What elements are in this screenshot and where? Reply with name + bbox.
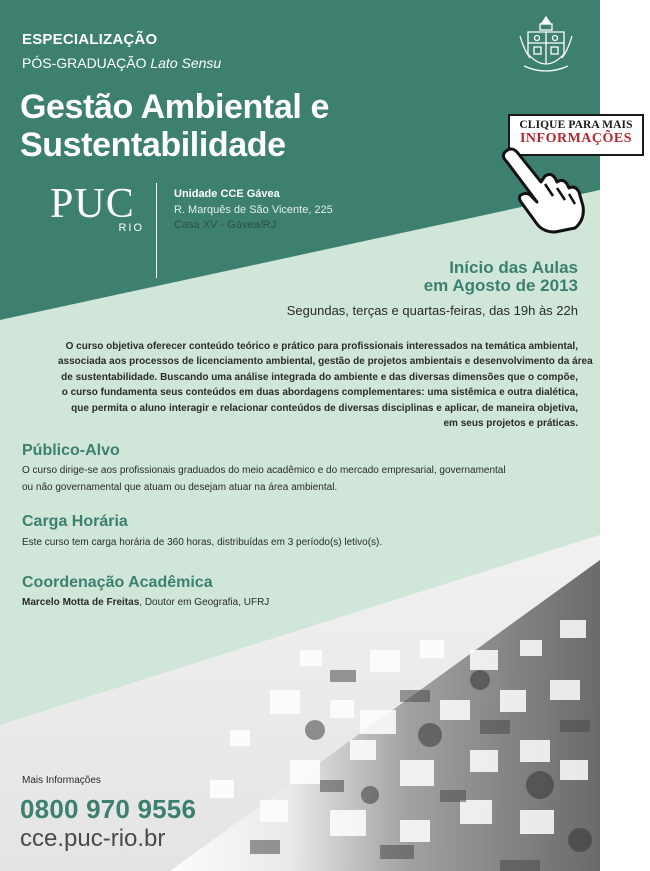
publico-line2: ou não governamental que atuam ou desejam atuar na área ambiental. xyxy=(22,482,338,493)
coordinator-credentials: , Doutor em Geografia, UFRJ xyxy=(139,597,270,608)
program-level-prefix: PÓS-GRADUAÇÃO xyxy=(22,55,147,71)
intro-line: que permita o aluno interagir e relacionar conteúdos de diversas disciplinas e aplicar, de maneira objetiva, xyxy=(71,402,578,414)
unit-address-line1: R. Marquês de São Vicente, 225 xyxy=(174,204,333,216)
course-title-line1: Gestão Ambiental e xyxy=(20,88,329,126)
section-title-coordenacao: Coordenação Acadêmica xyxy=(22,574,213,591)
section-title-publico: Público-Alvo xyxy=(22,442,120,459)
program-level-suffix: Lato Sensu xyxy=(150,55,222,71)
start-line1: Início das Aulas xyxy=(449,258,578,277)
more-info-label: Mais Informações xyxy=(22,775,101,786)
program-level xyxy=(22,55,221,71)
intro-line: o curso fundamenta seus conteúdos em duas abordagens complementares: uma sistêmica e outra dialética, xyxy=(61,387,578,399)
publico-line1: O curso dirige-se aos profissionais graduados do meio acadêmico e do mercado empresarial, governamental xyxy=(22,465,506,476)
coordenacao-line xyxy=(22,597,269,608)
intro-line: O curso objetiva oferecer conteúdo teórico e prático para profissionais interessados na temática ambiental, xyxy=(65,341,578,352)
coordinator-name: Marcelo Motta de Freitas xyxy=(22,597,140,608)
puc-logo-wordmark: PUC xyxy=(50,181,135,227)
intro-line: associada aos processos de licenciamento ambiental, gestão de projetos ambientais e desenvolvimento da área xyxy=(58,356,593,368)
cta-line1: CLIQUE PARA MAIS xyxy=(519,119,633,131)
course-title-line2: Sustentabilidade xyxy=(20,126,286,164)
logo-divider xyxy=(156,183,157,278)
pointing-hand-icon[interactable] xyxy=(495,140,587,234)
phone-number[interactable]: 0800 970 9556 xyxy=(20,794,197,824)
crest-icon xyxy=(516,14,576,80)
unit-address-line2: Casa XV - Gávea/RJ xyxy=(174,219,277,231)
website-link[interactable]: cce.puc-rio.br xyxy=(20,825,166,852)
unit-name: Unidade CCE Gávea xyxy=(174,188,280,200)
puc-logo-sub: RIO xyxy=(118,222,144,234)
start-line2: em Agosto de 2013 xyxy=(423,276,578,295)
intro-line: em seus projetos e práticas. xyxy=(443,418,578,430)
cta-line2: INFORMAÇÕES xyxy=(519,131,633,146)
program-type: ESPECIALIZAÇÃO xyxy=(22,31,158,48)
carga-line1: Este curso tem carga horária de 360 horas, distribuídas em 3 período(s) letivo(s). xyxy=(22,537,383,548)
puc-rio-logo xyxy=(50,183,150,243)
section-title-carga: Carga Horária xyxy=(22,513,128,530)
intro-paragraph xyxy=(58,339,593,431)
intro-line: de sustentabilidade. Buscando uma análise integrada do ambiente e das diversas dimensões que o compõe, xyxy=(61,371,578,383)
class-schedule: Segundas, terças e quartas-feiras, das 19h às 22h xyxy=(286,303,578,318)
